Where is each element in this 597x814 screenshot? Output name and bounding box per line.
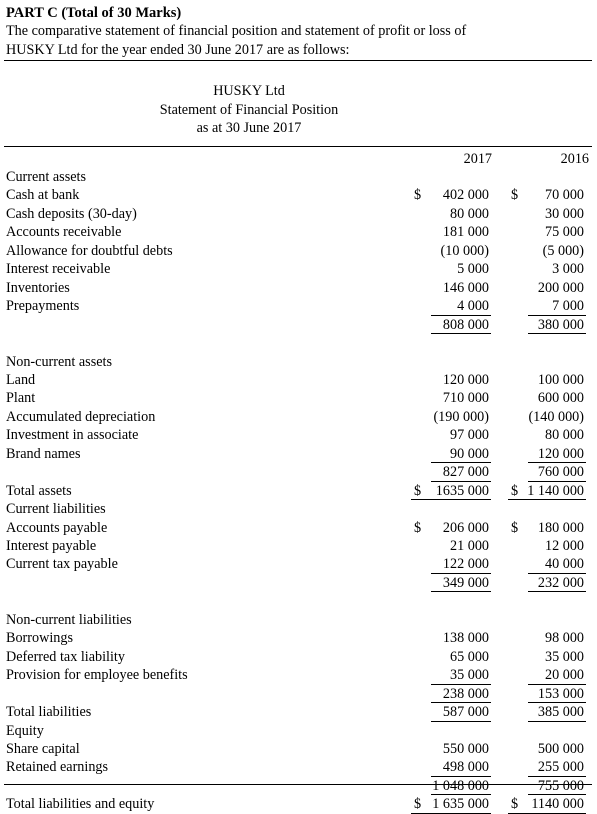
value-2016: 120 000 bbox=[537, 445, 584, 462]
value-2017-cell bbox=[411, 500, 491, 519]
row-label: Provision for employee benefits bbox=[6, 667, 188, 684]
statement-date: as at 30 June 2017 bbox=[196, 120, 302, 136]
value-2016-cell bbox=[508, 685, 586, 704]
row-label: Cash deposits (30-day) bbox=[6, 205, 137, 222]
year-header-2016: 2016 bbox=[560, 151, 589, 167]
value-2016: 1 140 000 bbox=[527, 482, 584, 499]
row-label: Plant bbox=[6, 390, 36, 407]
value-2016: 12 000 bbox=[544, 538, 584, 554]
value-2016-cell bbox=[508, 758, 586, 777]
value-2017-cell bbox=[411, 279, 491, 298]
row-label: Total liabilities bbox=[6, 704, 92, 721]
value-2017-cell bbox=[411, 223, 491, 242]
value-2017: 206 000 bbox=[442, 519, 489, 536]
row-label: Land bbox=[6, 371, 36, 388]
year-header-2017: 2017 bbox=[463, 151, 492, 167]
currency-symbol: $ bbox=[511, 796, 519, 813]
value-2016-cell bbox=[508, 482, 586, 501]
value-2016: 385 000 bbox=[537, 704, 584, 721]
value-2017-cell bbox=[411, 205, 491, 224]
value-2016: 7 000 bbox=[552, 298, 584, 315]
value-2016: 30 000 bbox=[544, 205, 584, 222]
value-2017-cell bbox=[411, 758, 491, 777]
table-row bbox=[0, 168, 597, 187]
value-2017: 80 000 bbox=[449, 205, 489, 222]
intro-line-2: HUSKY Ltd for the year ended 30 June 2017 are as follows: bbox=[6, 41, 350, 58]
value-2017-cell bbox=[411, 168, 491, 187]
currency-symbol: $ bbox=[414, 796, 422, 813]
row-label: Accounts payable bbox=[6, 519, 108, 536]
value-2017-cell bbox=[411, 740, 491, 759]
value-2016: 755 000 bbox=[537, 777, 584, 794]
value-2016: 1140 000 bbox=[531, 796, 584, 813]
value-2017-cell bbox=[411, 648, 491, 667]
table-row bbox=[0, 592, 597, 611]
value-2017: 146 000 bbox=[442, 279, 489, 296]
table-row bbox=[0, 205, 597, 224]
value-2016-cell bbox=[508, 205, 586, 224]
value-2016-cell bbox=[508, 186, 586, 205]
value-2016-cell bbox=[508, 260, 586, 279]
value-2017: 1 635 000 bbox=[432, 796, 489, 813]
value-2017-cell bbox=[411, 445, 491, 464]
table-row bbox=[0, 297, 597, 316]
value-2016: 600 000 bbox=[537, 390, 584, 407]
row-label: Deferred tax liability bbox=[6, 648, 125, 665]
value-2017-cell bbox=[411, 519, 491, 538]
value-2017-cell bbox=[411, 537, 491, 556]
statement-title: Statement of Financial Position bbox=[159, 101, 339, 118]
value-2016-cell bbox=[508, 574, 586, 593]
row-label: Equity bbox=[6, 722, 44, 739]
value-2017: 498 000 bbox=[442, 759, 489, 776]
value-2017-cell bbox=[411, 426, 491, 445]
table-row bbox=[0, 555, 597, 574]
value-2016: 255 000 bbox=[537, 759, 584, 776]
value-2016-cell bbox=[508, 722, 586, 741]
value-2017-cell bbox=[411, 482, 491, 501]
value-2017: 808 000 bbox=[442, 316, 489, 333]
value-2016-cell bbox=[508, 795, 586, 814]
table-row bbox=[0, 611, 597, 630]
value-2016-cell bbox=[508, 279, 586, 298]
value-2016: 98 000 bbox=[544, 630, 584, 647]
row-label: Interest payable bbox=[6, 538, 97, 554]
value-2017-cell bbox=[411, 260, 491, 279]
value-2017-cell bbox=[411, 703, 491, 722]
row-label: Allowance for doubtful debts bbox=[6, 242, 173, 259]
value-2017: 402 000 bbox=[442, 187, 489, 204]
bottom-rule bbox=[4, 784, 592, 785]
table-row bbox=[0, 279, 597, 298]
row-label: Total assets bbox=[6, 482, 72, 499]
value-2016: 75 000 bbox=[544, 224, 584, 241]
value-2017: (190 000) bbox=[433, 408, 489, 425]
value-2016-cell bbox=[508, 242, 586, 261]
table-row bbox=[0, 242, 597, 261]
value-2017: 587 000 bbox=[442, 704, 489, 721]
value-2016-cell bbox=[508, 500, 586, 519]
value-2017: 710 000 bbox=[442, 390, 489, 407]
row-label: Current liabilities bbox=[6, 501, 106, 518]
value-2017: 97 000 bbox=[449, 427, 489, 444]
row-label: Inventories bbox=[6, 279, 70, 296]
currency-symbol: $ bbox=[511, 482, 519, 499]
value-2016-cell bbox=[508, 777, 586, 796]
value-2016-cell bbox=[508, 629, 586, 648]
value-2016: 153 000 bbox=[537, 685, 584, 702]
value-2017: 1635 000 bbox=[435, 482, 489, 499]
value-2017: 138 000 bbox=[442, 630, 489, 647]
value-2016-cell bbox=[508, 445, 586, 464]
value-2017-cell bbox=[411, 353, 491, 372]
intro-text bbox=[6, 22, 591, 59]
row-label: Retained earnings bbox=[6, 759, 109, 776]
value-2016-cell bbox=[508, 537, 586, 556]
value-2016: 232 000 bbox=[537, 574, 584, 591]
table-row bbox=[0, 186, 597, 205]
value-2017: 90 000 bbox=[449, 445, 489, 462]
row-label: Share capital bbox=[6, 740, 80, 757]
value-2016: 380 000 bbox=[537, 316, 584, 333]
value-2016-cell bbox=[508, 389, 586, 408]
value-2017-cell bbox=[411, 389, 491, 408]
value-2017-cell bbox=[411, 408, 491, 427]
header-rule bbox=[4, 146, 592, 147]
value-2017: 4 000 bbox=[457, 298, 489, 315]
table-row bbox=[0, 666, 597, 685]
table-row bbox=[0, 482, 597, 501]
value-2017: 35 000 bbox=[449, 667, 489, 684]
value-2017-cell bbox=[411, 316, 491, 335]
value-2016-cell bbox=[508, 648, 586, 667]
currency-symbol: $ bbox=[511, 519, 519, 536]
value-2017: 21 000 bbox=[449, 538, 489, 554]
table-row bbox=[0, 685, 597, 704]
table-row bbox=[0, 740, 597, 759]
table-row bbox=[0, 316, 597, 335]
value-2016: (5 000) bbox=[542, 242, 584, 259]
value-2016: (140 000) bbox=[528, 408, 584, 425]
value-2017-cell bbox=[411, 795, 491, 814]
value-2017: 181 000 bbox=[442, 224, 489, 241]
value-2016: 80 000 bbox=[544, 427, 584, 444]
value-2016-cell bbox=[508, 223, 586, 242]
row-label: Current tax payable bbox=[6, 556, 118, 573]
table-row bbox=[0, 463, 597, 482]
table-row bbox=[0, 334, 597, 353]
value-2017-cell bbox=[411, 666, 491, 685]
intro-line-1: The comparative statement of financial position and statement of profit or loss of bbox=[6, 23, 467, 39]
currency-symbol: $ bbox=[414, 519, 422, 536]
table-row bbox=[0, 353, 597, 372]
row-label: Prepayments bbox=[6, 298, 80, 315]
table-row bbox=[0, 389, 597, 408]
currency-symbol: $ bbox=[511, 187, 519, 204]
value-2016-cell bbox=[508, 740, 586, 759]
value-2017: (10 000) bbox=[440, 242, 489, 259]
row-label: Accounts receivable bbox=[6, 224, 122, 241]
table-row bbox=[0, 648, 597, 667]
value-2016-cell bbox=[508, 426, 586, 445]
table-row bbox=[0, 722, 597, 741]
value-2017: 349 000 bbox=[442, 574, 489, 591]
table-row bbox=[0, 795, 597, 814]
value-2016: 40 000 bbox=[544, 556, 584, 573]
value-2017: 238 000 bbox=[442, 685, 489, 702]
row-label: Cash at bank bbox=[6, 187, 80, 204]
value-2017: 550 000 bbox=[442, 740, 489, 757]
value-2016: 70 000 bbox=[544, 187, 584, 204]
table-row bbox=[0, 537, 597, 556]
row-label: Current assets bbox=[6, 169, 86, 185]
value-2017-cell bbox=[411, 371, 491, 390]
value-2016-cell bbox=[508, 463, 586, 482]
value-2016-cell bbox=[508, 297, 586, 316]
table-row bbox=[0, 260, 597, 279]
table-row bbox=[0, 223, 597, 242]
value-2017: 1 048 000 bbox=[432, 777, 489, 794]
value-2016: 760 000 bbox=[537, 464, 584, 481]
value-2016: 500 000 bbox=[537, 740, 584, 757]
value-2016-cell bbox=[508, 666, 586, 685]
row-label: Interest receivable bbox=[6, 261, 111, 278]
table-row bbox=[0, 445, 597, 464]
value-2017-cell bbox=[411, 186, 491, 205]
value-2017-cell bbox=[411, 777, 491, 796]
value-2017: 122 000 bbox=[442, 556, 489, 573]
value-2017-cell bbox=[411, 592, 491, 611]
value-2016-cell bbox=[508, 316, 586, 335]
value-2016-cell bbox=[508, 555, 586, 574]
value-2017-cell bbox=[411, 574, 491, 593]
value-2016: 20 000 bbox=[544, 667, 584, 684]
value-2016: 3 000 bbox=[552, 261, 584, 278]
currency-symbol: $ bbox=[414, 482, 422, 499]
value-2017-cell bbox=[411, 611, 491, 630]
table-row bbox=[0, 519, 597, 538]
table-row bbox=[0, 426, 597, 445]
value-2016: 35 000 bbox=[544, 648, 584, 665]
part-heading: PART C (Total of 30 Marks) bbox=[6, 5, 182, 21]
table-row bbox=[0, 703, 597, 722]
value-2017: 120 000 bbox=[442, 371, 489, 388]
top-rule bbox=[4, 60, 592, 61]
value-2017-cell bbox=[411, 463, 491, 482]
value-2016-cell bbox=[508, 371, 586, 390]
value-2017-cell bbox=[411, 629, 491, 648]
value-2017-cell bbox=[411, 334, 491, 353]
company-name: HUSKY Ltd bbox=[213, 83, 285, 99]
row-label: Non-current assets bbox=[6, 353, 112, 370]
value-2016-cell bbox=[508, 408, 586, 427]
row-label: Brand names bbox=[6, 445, 81, 462]
table-row bbox=[0, 408, 597, 427]
row-label: Non-current liabilities bbox=[6, 611, 132, 628]
value-2016-cell bbox=[508, 703, 586, 722]
value-2017-cell bbox=[411, 555, 491, 574]
value-2017: 827 000 bbox=[442, 464, 489, 481]
row-label: Accumulated depreciation bbox=[6, 408, 156, 425]
row-label: Investment in associate bbox=[6, 427, 139, 444]
table-row bbox=[0, 777, 597, 796]
row-label: Total liabilities and equity bbox=[6, 796, 155, 813]
value-2017-cell bbox=[411, 722, 491, 741]
value-2016: 100 000 bbox=[537, 371, 584, 388]
value-2016-cell bbox=[508, 353, 586, 372]
value-2016-cell bbox=[508, 519, 586, 538]
value-2016-cell bbox=[508, 168, 586, 187]
table-row bbox=[0, 500, 597, 519]
value-2016-cell bbox=[508, 611, 586, 630]
table-row bbox=[0, 371, 597, 390]
value-2017-cell bbox=[411, 297, 491, 316]
value-2017: 65 000 bbox=[449, 648, 489, 665]
statement-title-block bbox=[0, 82, 498, 138]
value-2016: 200 000 bbox=[537, 279, 584, 296]
value-2017-cell bbox=[411, 242, 491, 261]
table-row bbox=[0, 574, 597, 593]
table-row bbox=[0, 629, 597, 648]
value-2016: 180 000 bbox=[537, 519, 584, 536]
currency-symbol: $ bbox=[414, 187, 422, 204]
value-2016-cell bbox=[508, 592, 586, 611]
row-label: Borrowings bbox=[6, 630, 73, 647]
value-2016-cell bbox=[508, 334, 586, 353]
table-row bbox=[0, 758, 597, 777]
value-2017: 5 000 bbox=[457, 261, 489, 278]
value-2017-cell bbox=[411, 685, 491, 704]
